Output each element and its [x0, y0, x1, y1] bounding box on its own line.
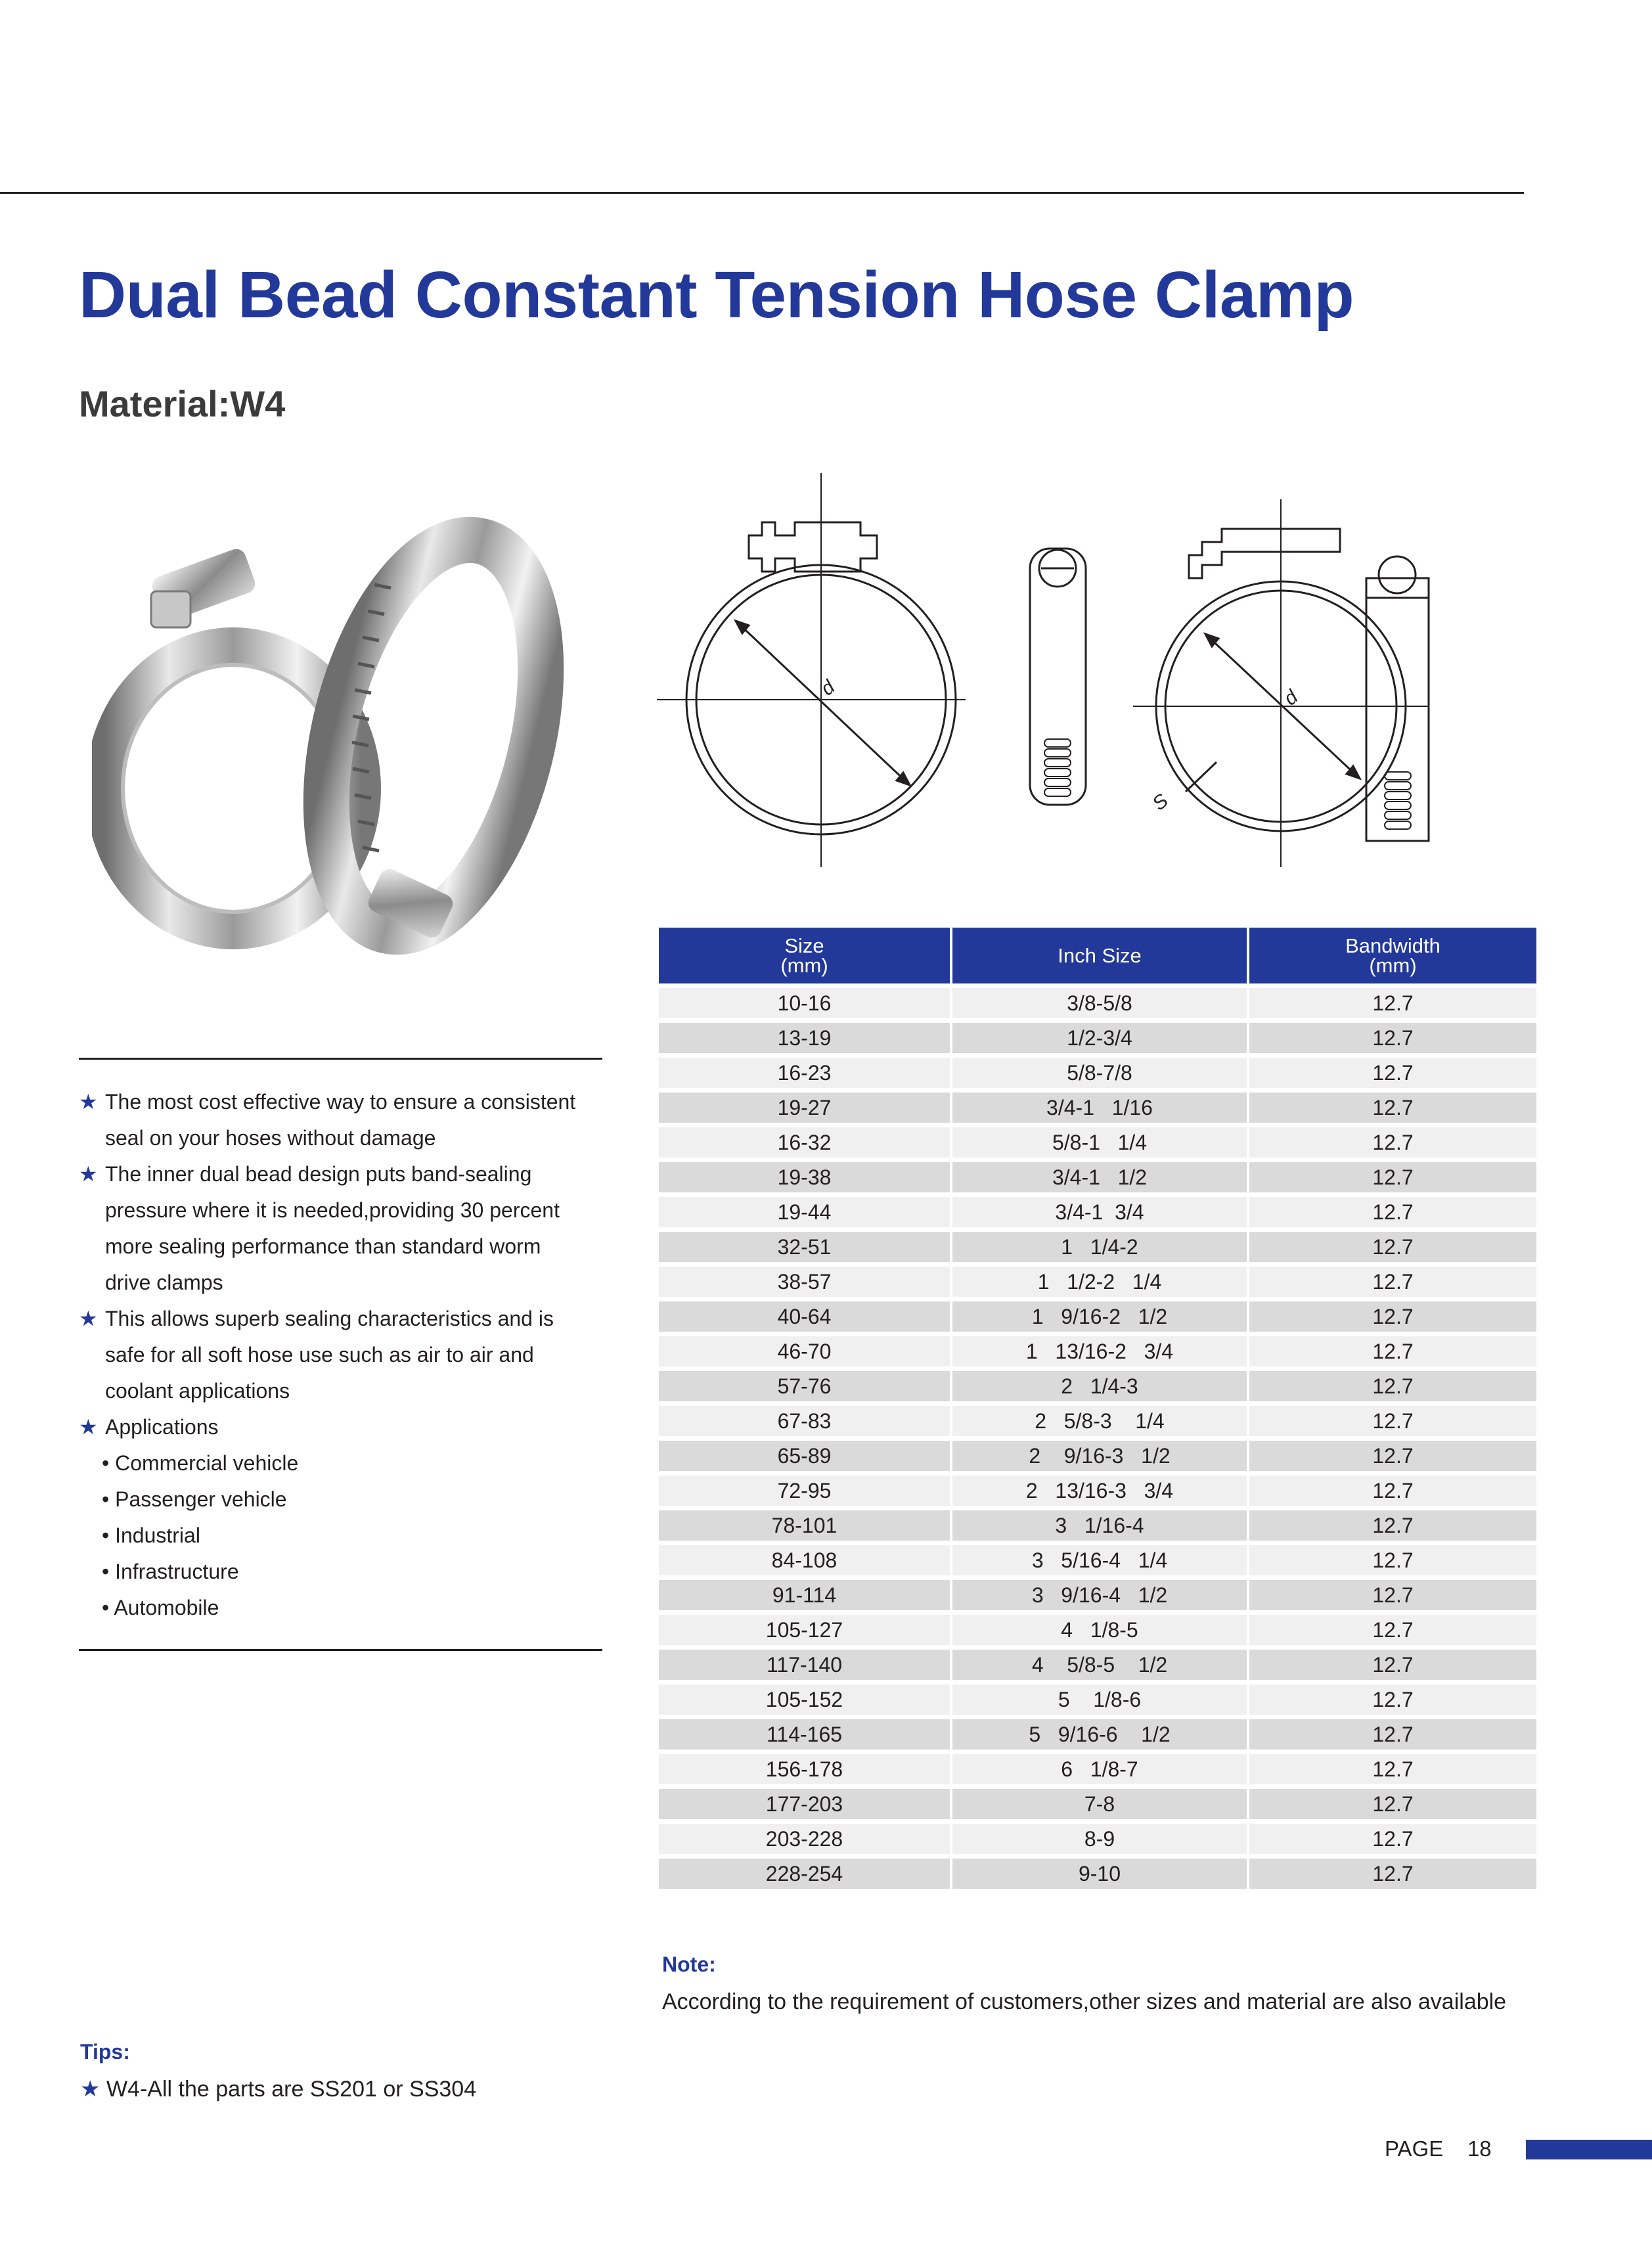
tips-label: Tips: — [80, 2040, 130, 2064]
star-icon: ★ — [79, 1090, 98, 1114]
table-row — [659, 1789, 1536, 1819]
table-row — [659, 1267, 1536, 1297]
cell-size: 13-19 — [659, 1023, 950, 1053]
star-icon: ★ — [80, 2077, 100, 2102]
cell-inch-size: 3/4-1 3/4 — [952, 1197, 1247, 1227]
cell-inch-size: 9-10 — [952, 1859, 1247, 1889]
page-number — [1385, 2136, 1492, 2161]
feature-line: The most cost effective way to ensure a consistent — [105, 1090, 576, 1114]
features-top-rule — [79, 1058, 602, 1060]
feature-item — [79, 1156, 617, 1301]
label-d-1: d — [816, 676, 839, 700]
cell-size: 40-64 — [659, 1301, 950, 1332]
page-num: 18 — [1467, 2136, 1492, 2161]
cell-inch-size: 2 13/16-3 3/4 — [952, 1476, 1247, 1506]
cell-bandwidth: 12.7 — [1249, 1545, 1536, 1575]
table-row — [659, 1336, 1536, 1366]
application-item: • Commercial vehicle — [102, 1451, 299, 1475]
table-header-row — [659, 928, 1536, 983]
cell-inch-size: 3 1/16-4 — [952, 1510, 1247, 1541]
cell-size: 156-178 — [659, 1754, 950, 1784]
cell-size: 203-228 — [659, 1824, 950, 1854]
cell-inch-size: 5/8-7/8 — [952, 1058, 1247, 1088]
cell-inch-size: 2 1/4-3 — [952, 1371, 1247, 1401]
table-row — [659, 1058, 1536, 1088]
cell-bandwidth: 12.7 — [1249, 1197, 1536, 1227]
feature-line: drive clamps — [105, 1271, 223, 1294]
cell-bandwidth: 12.7 — [1249, 1127, 1536, 1158]
cell-size: 10-16 — [659, 988, 950, 1018]
cell-inch-size: 1 1/2-2 1/4 — [952, 1267, 1247, 1297]
table-row — [659, 1093, 1536, 1123]
feature-line: The inner dual bead design puts band-sealing — [105, 1162, 532, 1186]
table-row — [659, 1754, 1536, 1784]
page-title: Dual Bead Constant Tension Hose Clamp — [79, 258, 1354, 332]
cell-inch-size: 5/8-1 1/4 — [952, 1127, 1247, 1158]
feature-line: seal on your hoses without damage — [105, 1126, 436, 1150]
feature-item — [79, 1409, 617, 1445]
table-row — [659, 1824, 1536, 1854]
cell-size: 117-140 — [659, 1650, 950, 1680]
table-row — [659, 1580, 1536, 1610]
cell-inch-size: 2 9/16-3 1/2 — [952, 1441, 1247, 1471]
cell-bandwidth: 12.7 — [1249, 1058, 1536, 1088]
cell-size: 32-51 — [659, 1232, 950, 1262]
feature-item — [79, 1301, 617, 1409]
features-bottom-rule — [79, 1649, 602, 1651]
cell-bandwidth: 12.7 — [1249, 1859, 1536, 1889]
cell-size: 57-76 — [659, 1371, 950, 1401]
cell-size: 114-165 — [659, 1719, 950, 1750]
cell-inch-size: 1 1/4-2 — [952, 1232, 1247, 1262]
technical-drawing — [650, 473, 1465, 867]
cell-bandwidth: 12.7 — [1249, 1615, 1536, 1645]
star-icon: ★ — [79, 1415, 98, 1439]
cell-inch-size: 7-8 — [952, 1789, 1247, 1819]
cell-inch-size: 3/8-5/8 — [952, 988, 1247, 1018]
table-row — [659, 1545, 1536, 1575]
table-row — [659, 1441, 1536, 1471]
cell-bandwidth: 12.7 — [1249, 1719, 1536, 1750]
cell-size: 38-57 — [659, 1267, 950, 1297]
application-item: • Industrial — [102, 1524, 200, 1547]
cell-size: 228-254 — [659, 1859, 950, 1889]
feature-line: coolant applications — [105, 1379, 290, 1403]
cell-size: 84-108 — [659, 1545, 950, 1575]
table-row — [659, 1162, 1536, 1192]
cell-bandwidth: 12.7 — [1249, 988, 1536, 1018]
cell-bandwidth: 12.7 — [1249, 1301, 1536, 1332]
feature-line: Applications — [105, 1415, 219, 1439]
cell-size: 16-32 — [659, 1127, 950, 1158]
application-item: • Passenger vehicle — [102, 1487, 287, 1511]
cell-bandwidth: 12.7 — [1249, 1754, 1536, 1784]
table-row — [659, 1371, 1536, 1401]
table-row — [659, 1232, 1536, 1262]
table-row — [659, 1719, 1536, 1750]
table-row — [659, 988, 1536, 1018]
application-item: • Automobile — [102, 1596, 219, 1619]
label-s: S — [1148, 790, 1172, 815]
cell-bandwidth: 12.7 — [1249, 1093, 1536, 1123]
feature-line: safe for all soft hose use such as air to air and — [105, 1343, 534, 1366]
feature-line: pressure where it is needed,providing 30 percent — [105, 1198, 560, 1222]
hose-clamp-photo — [92, 499, 604, 999]
tips-text: W4-All the parts are SS201 or SS304 — [106, 2077, 477, 2102]
cell-bandwidth: 12.7 — [1249, 1650, 1536, 1680]
feature-line: more sealing performance than standard worm — [105, 1234, 541, 1258]
cell-size: 65-89 — [659, 1441, 950, 1471]
header-inch-size: Inch Size — [952, 928, 1247, 983]
cell-inch-size: 4 5/8-5 1/2 — [952, 1650, 1247, 1680]
note-label: Note: — [662, 1953, 716, 1976]
cell-bandwidth: 12.7 — [1249, 1371, 1536, 1401]
header-bandwidth: Bandwidth (mm) — [1249, 928, 1536, 983]
cell-bandwidth: 12.7 — [1249, 1510, 1536, 1541]
cell-bandwidth: 12.7 — [1249, 1580, 1536, 1610]
cell-inch-size: 3/4-1 1/16 — [952, 1093, 1247, 1123]
cell-size: 177-203 — [659, 1789, 950, 1819]
application-item: • Infrastructure — [102, 1560, 239, 1583]
table-row — [659, 1615, 1536, 1645]
table-row — [659, 1023, 1536, 1053]
cell-inch-size: 3 5/16-4 1/4 — [952, 1545, 1247, 1575]
cell-size: 91-114 — [659, 1580, 950, 1610]
cell-bandwidth: 12.7 — [1249, 1023, 1536, 1053]
cell-bandwidth: 12.7 — [1249, 1441, 1536, 1471]
material-subtitle: Material:W4 — [79, 383, 286, 424]
cell-size: 19-38 — [659, 1162, 950, 1192]
page-label: PAGE — [1385, 2136, 1444, 2161]
cell-size: 19-27 — [659, 1093, 950, 1123]
cell-bandwidth: 12.7 — [1249, 1684, 1536, 1715]
cell-size: 105-127 — [659, 1615, 950, 1645]
star-icon: ★ — [79, 1162, 98, 1186]
cell-bandwidth: 12.7 — [1249, 1162, 1536, 1192]
cell-bandwidth: 12.7 — [1249, 1232, 1536, 1262]
feature-line: This allows superb sealing characteristics and is — [105, 1307, 554, 1330]
header-size: Size (mm) — [659, 928, 950, 983]
label-d-2: d — [1280, 686, 1303, 710]
table-row — [659, 1406, 1536, 1436]
cell-size: 67-83 — [659, 1406, 950, 1436]
cell-inch-size: 4 1/8-5 — [952, 1615, 1247, 1645]
table-row — [659, 1127, 1536, 1158]
features-list — [79, 1084, 617, 1626]
note-text: According to the requirement of customers,other sizes and material are also available — [662, 1989, 1507, 2014]
cell-inch-size: 6 1/8-7 — [952, 1754, 1247, 1784]
cell-inch-size: 1 13/16-2 3/4 — [952, 1336, 1247, 1366]
cell-inch-size: 2 5/8-3 1/4 — [952, 1406, 1247, 1436]
cell-size: 72-95 — [659, 1476, 950, 1506]
cell-bandwidth: 12.7 — [1249, 1267, 1536, 1297]
cell-inch-size: 3 9/16-4 1/2 — [952, 1580, 1247, 1610]
table-row — [659, 1301, 1536, 1332]
cell-bandwidth: 12.7 — [1249, 1789, 1536, 1819]
table-row — [659, 1684, 1536, 1715]
star-icon: ★ — [79, 1307, 98, 1330]
cell-size: 78-101 — [659, 1510, 950, 1541]
cell-size: 46-70 — [659, 1336, 950, 1366]
cell-size: 16-23 — [659, 1058, 950, 1088]
table-row — [659, 1476, 1536, 1506]
spec-table — [656, 923, 1539, 1893]
table-row — [659, 1510, 1536, 1541]
cell-inch-size: 3/4-1 1/2 — [952, 1162, 1247, 1192]
cell-bandwidth: 12.7 — [1249, 1406, 1536, 1436]
table-row — [659, 1859, 1536, 1889]
cell-inch-size: 1 9/16-2 1/2 — [952, 1301, 1247, 1332]
tips-item — [80, 2076, 476, 2102]
cell-inch-size: 5 1/8-6 — [952, 1684, 1247, 1715]
feature-item — [79, 1084, 617, 1156]
cell-inch-size: 1/2-3/4 — [952, 1023, 1247, 1053]
cell-bandwidth: 12.7 — [1249, 1336, 1536, 1366]
cell-size: 105-152 — [659, 1684, 950, 1715]
page-accent-bar — [1526, 2140, 1652, 2159]
table-row — [659, 1650, 1536, 1680]
top-rule — [0, 192, 1524, 194]
table-row — [659, 1197, 1536, 1227]
cell-bandwidth: 12.7 — [1249, 1824, 1536, 1854]
cell-inch-size: 5 9/16-6 1/2 — [952, 1719, 1247, 1750]
cell-inch-size: 8-9 — [952, 1824, 1247, 1854]
cell-bandwidth: 12.7 — [1249, 1476, 1536, 1506]
cell-size: 19-44 — [659, 1197, 950, 1227]
